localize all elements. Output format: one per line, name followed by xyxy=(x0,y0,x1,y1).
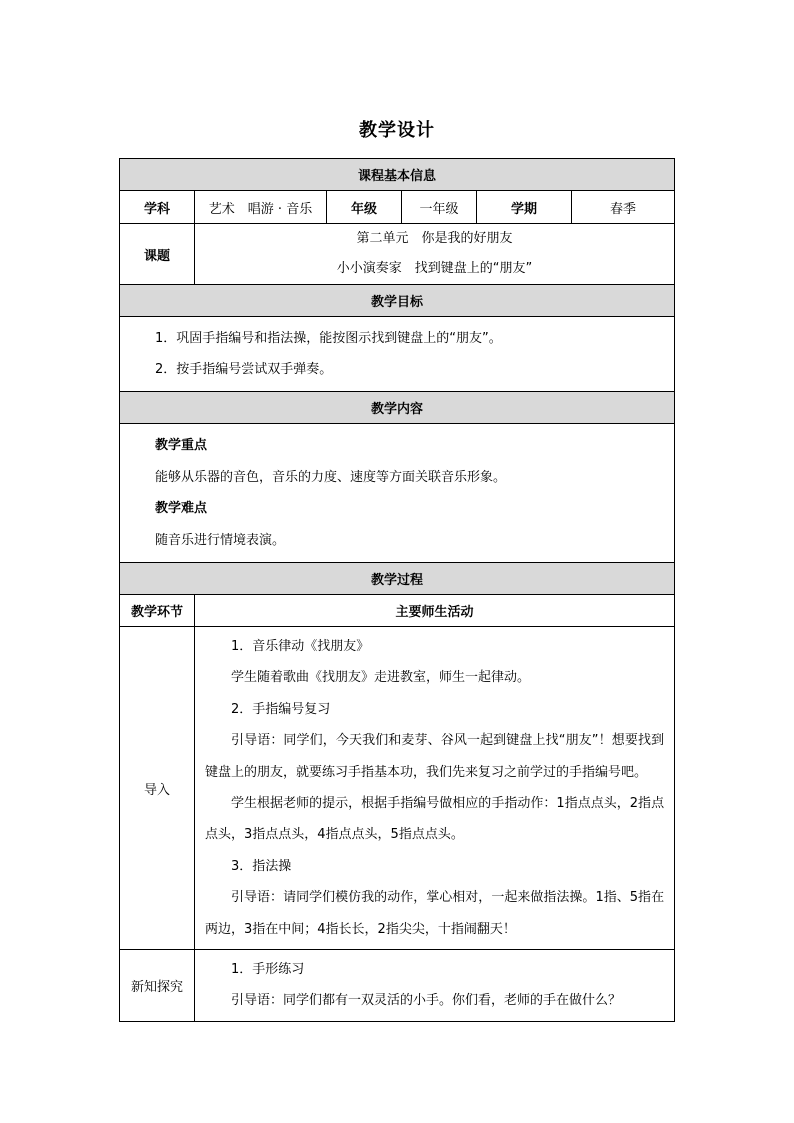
activity-paragraph: 1．手形练习 xyxy=(231,962,305,978)
activity-cell xyxy=(195,950,675,1022)
document-title: 教学设计 xyxy=(359,120,435,141)
subject-label: 学科 xyxy=(120,191,195,224)
activity-paragraph: 3．指法操 xyxy=(231,858,292,874)
content-header: 教学内容 xyxy=(120,392,675,424)
activity-paragraph: 2．手指编号复习 xyxy=(231,701,331,717)
lesson-plan-table xyxy=(119,158,675,1022)
topic-line-2: 小小演奏家 找到键盘上的“朋友” xyxy=(336,261,533,276)
objectives-header: 教学目标 xyxy=(120,285,675,317)
activity-cell xyxy=(195,627,675,950)
content-body xyxy=(120,424,675,563)
difficulty-text: 随音乐进行情境表演。 xyxy=(155,532,286,548)
grade-value: 一年级 xyxy=(402,191,477,224)
basic-info-header: 课程基本信息 xyxy=(120,159,675,191)
term-value: 春季 xyxy=(572,191,675,224)
objective-item: 2．按手指编号尝试双手弹奏。 xyxy=(155,362,333,377)
difficulty-label: 教学难点 xyxy=(155,501,208,516)
activity-paragraph: 学生随着歌曲《找朋友》走进教室，师生一起律动。 xyxy=(231,670,531,686)
topic-label: 课题 xyxy=(120,224,195,285)
activity-paragraph: 引导语：请同学们模仿我的动作，掌心相对，一起来做指法操。1指、5指在两边，3指在中间；4指长长，2指尖尖，十指闹翻天！ xyxy=(205,890,665,937)
stage-column-header: 教学环节 xyxy=(120,595,195,627)
activity-paragraph: 学生根据老师的提示，根据手指编号做相应的手指动作：1指点点头，2指点点头，3指点点头，4指点点头，5指点点头。 xyxy=(205,796,665,843)
topic-value xyxy=(195,224,675,285)
objectives-list xyxy=(120,317,675,392)
subject-value: 艺术 唱游 · 音乐 xyxy=(195,191,327,224)
topic-line-1: 第二单元 你是我的好朋友 xyxy=(356,231,513,246)
activity-column-header: 主要师生活动 xyxy=(195,595,675,627)
objective-item: 1．巩固手指编号和指法操，能按图示找到键盘上的“朋友”。 xyxy=(155,331,502,346)
grade-label: 年级 xyxy=(327,191,402,224)
activity-paragraph: 1．音乐律动《找朋友》 xyxy=(231,639,370,654)
activity-paragraph: 引导语：同学们都有一双灵活的小手。你们看，老师的手在做什么？ xyxy=(231,993,622,1009)
term-label: 学期 xyxy=(477,191,572,224)
stage-name: 新知探究 xyxy=(120,950,195,1022)
activity-paragraph: 引导语：同学们，今天我们和麦芽、谷风一起到键盘上找“朋友”！想要找到键盘上的朋友，就要练习手指基本功，我们先来复习之前学过的手指编号吧。 xyxy=(205,733,665,780)
key-point-label: 教学重点 xyxy=(155,438,208,453)
stage-name: 导入 xyxy=(120,627,195,950)
key-point-text: 能够从乐器的音色，音乐的力度、速度等方面关联音乐形象。 xyxy=(155,469,507,485)
process-header: 教学过程 xyxy=(120,563,675,595)
